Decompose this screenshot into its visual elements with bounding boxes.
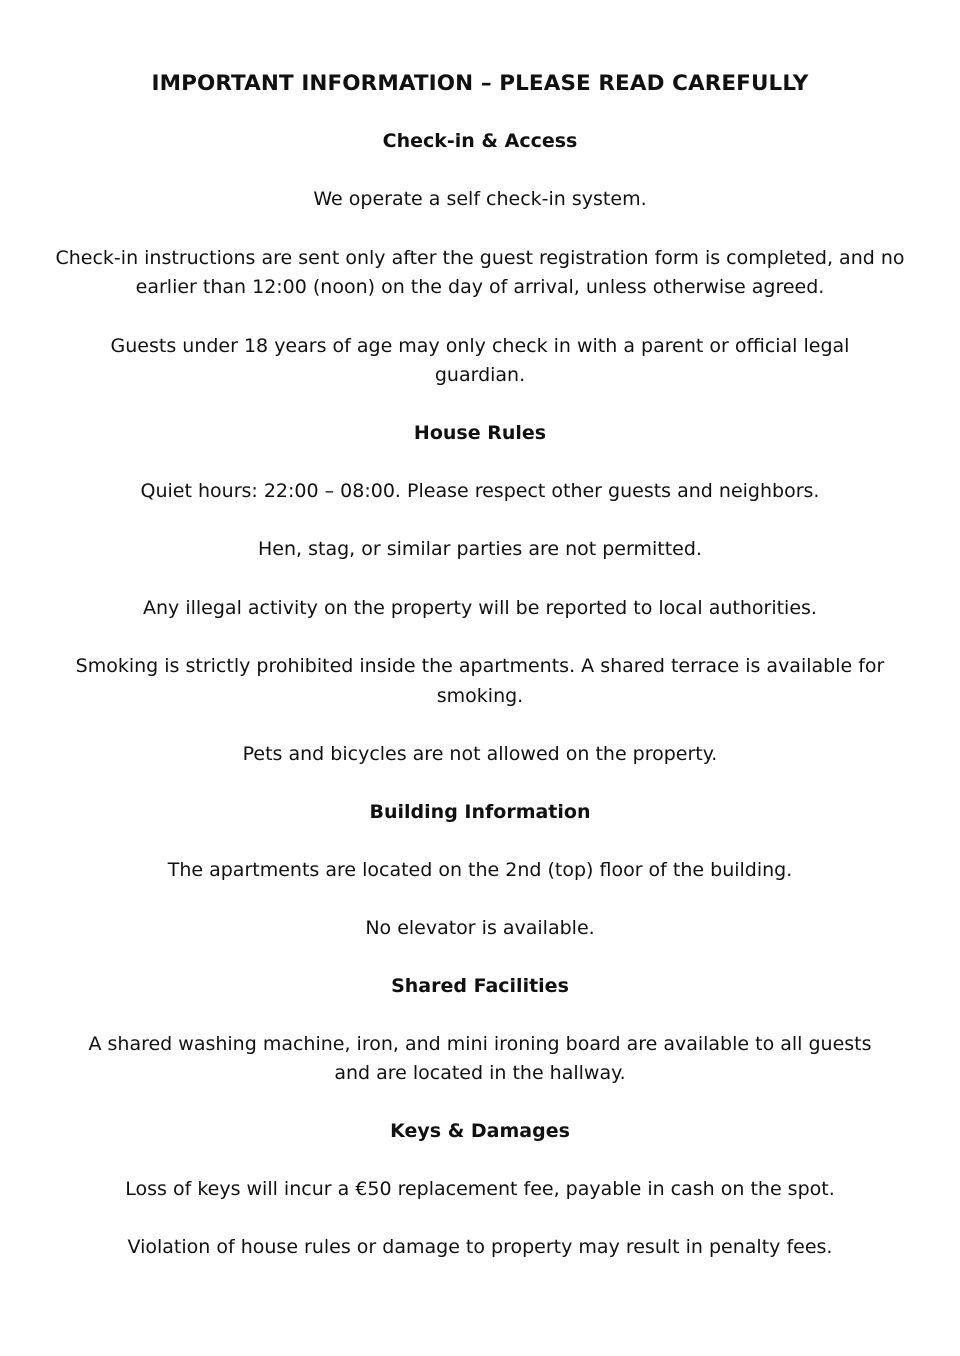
section-shared-facilities: [40, 971, 920, 1089]
section-heading-check-in-access: Check-in & Access: [382, 130, 578, 152]
paragraph-self-check-in: We operate a self check-in system.: [313, 188, 647, 210]
paragraph-smoking: Smoking is strictly prohibited inside the apartments. A shared terrace is available for smoking.: [75, 655, 885, 707]
section-keys-damages: [40, 1116, 920, 1263]
paragraph-pets-bicycles: Pets and bicycles are not allowed on the property.: [242, 743, 718, 765]
paragraph-illegal-activity: Any illegal activity on the property will be reported to local authorities.: [143, 596, 817, 619]
page-title: IMPORTANT INFORMATION – PLEASE READ CAREFULLY: [151, 71, 809, 96]
paragraph-guests-under-18: Guests under 18 years of age may only check in with a parent or official legal guardian.: [110, 334, 850, 386]
section-building-information: [40, 797, 920, 944]
section-heading-shared-facilities: Shared Facilities: [391, 974, 569, 997]
section-check-in-access: [40, 126, 920, 391]
paragraph-parties: Hen, stag, or similar parties are not permitted.: [258, 538, 702, 560]
paragraph-check-in-instructions: Check-in instructions are sent only after the guest registration form is completed, and no earlier than 12:00 (noon) on the day of arrival, unless otherwise agreed.: [55, 246, 905, 298]
section-house-rules: [40, 418, 920, 770]
paragraph-elevator: No elevator is available.: [365, 917, 595, 939]
section-heading-keys-damages: Keys & Damages: [390, 1119, 570, 1142]
section-heading-building-information: Building Information: [369, 800, 591, 823]
paragraph-penalty-fees: Violation of house rules or damage to property may result in penalty fees.: [127, 1236, 833, 1258]
paragraph-quiet-hours: Quiet hours: 22:00 – 08:00. Please respect other guests and neighbors.: [140, 479, 820, 502]
paragraph-washing-machine: A shared washing machine, iron, and mini ironing board are available to all guests and are located in the hallway.: [88, 1032, 872, 1084]
paragraph-floor: The apartments are located on the 2nd (top) floor of the building.: [167, 858, 793, 881]
section-heading-house-rules: House Rules: [413, 421, 547, 444]
paragraph-loss-of-keys: Loss of keys will incur a €50 replacement fee, payable in cash on the spot.: [125, 1177, 835, 1200]
